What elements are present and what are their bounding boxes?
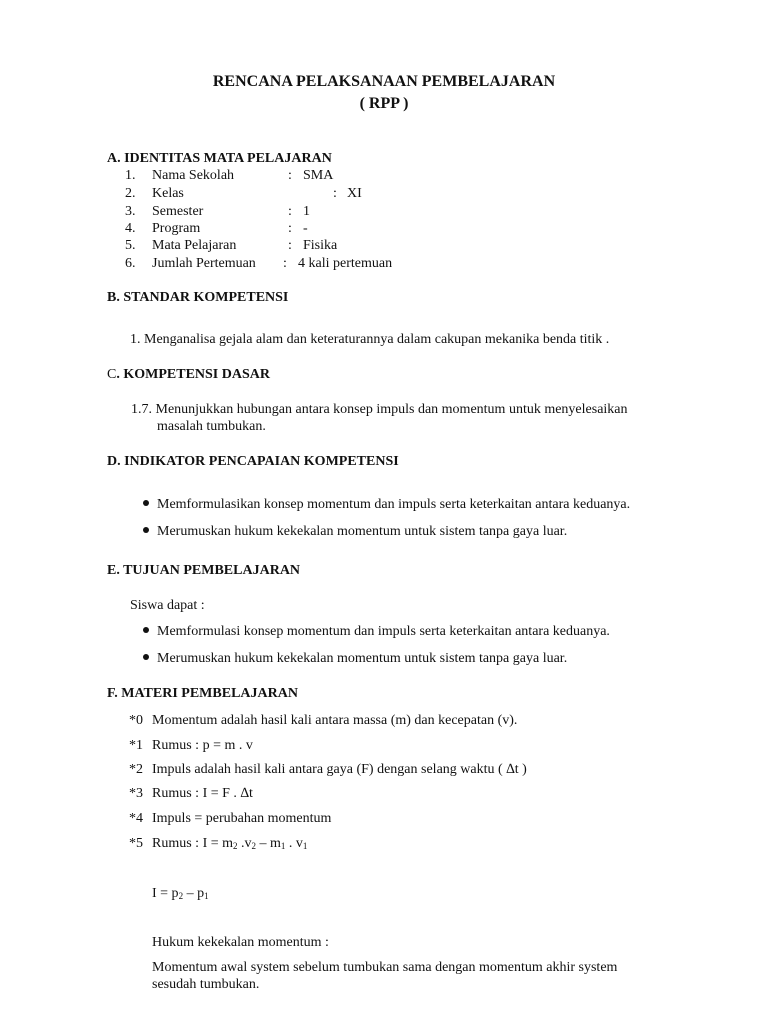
- section-b-heading: B. STANDAR KOMPETENSI: [107, 290, 289, 305]
- basic-competency-line2: masalah tumbukan.: [157, 419, 266, 434]
- row-value: XI: [347, 186, 362, 201]
- item-text: Momentum adalah hasil kali antara massa (m) dan kecepatan (v).: [152, 713, 518, 728]
- section-e-heading: E. TUJUAN PEMBELAJARAN: [107, 563, 301, 578]
- row-colon: :: [288, 238, 292, 253]
- bullet-icon: [143, 627, 149, 633]
- item-text: Rumus : p = m . v: [152, 738, 253, 753]
- row-colon: :: [283, 256, 287, 271]
- row-label: Jumlah Pertemuan: [152, 256, 256, 271]
- objectives-intro: Siswa dapat :: [130, 598, 205, 613]
- conservation-law-line1: Momentum awal system sebelum tumbukan sama dengan momentum akhir system: [152, 960, 618, 975]
- list-item-text: Memformulasikan konsep momentum dan impuls serta keterkaitan antara keduanya.: [157, 497, 631, 512]
- item-marker: *0: [129, 713, 143, 728]
- row-label: Semester: [152, 204, 204, 219]
- row-value: -: [303, 221, 308, 236]
- row-value: SMA: [303, 168, 334, 183]
- impulse-formula-text: Rumus : $I = m_2$ $.v_2 - m_1$ . $v_1$: [152, 836, 308, 851]
- section-c-letter: C: [107, 367, 117, 382]
- conservation-law-heading: Hukum kekekalan momentum :: [152, 935, 329, 950]
- item-marker: *5: [129, 836, 143, 851]
- item-text: Impuls adalah hasil kali antara gaya (F) dengan selang waktu ( ∆t ): [152, 762, 527, 777]
- basic-competency-line1: 1.7. Menunjukkan hubungan antara konsep impuls dan momentum untuk menyelesaikan: [131, 402, 628, 417]
- item-text: Impuls = perubahan momentum: [152, 811, 332, 826]
- bullet-icon: [143, 654, 149, 660]
- document-subtitle: ( RPP ): [359, 95, 409, 112]
- item-marker: *4: [129, 811, 143, 826]
- row-colon: :: [333, 186, 337, 201]
- list-item-text: Merumuskan hukum kekekalan momentum untuk sistem tanpa gaya luar.: [157, 651, 568, 666]
- item-marker: *3: [129, 786, 143, 801]
- section-f-heading: F. MATERI PEMBELAJARAN: [107, 686, 298, 701]
- row-value: 4 kali pertemuan: [298, 256, 393, 271]
- row-label: Nama Sekolah: [152, 168, 235, 183]
- section-c-title: . KOMPETENSI DASAR: [116, 367, 270, 382]
- row-colon: :: [288, 204, 292, 219]
- row-number: 1.: [125, 168, 136, 183]
- row-number: 2.: [125, 186, 136, 201]
- row-number: 4.: [125, 221, 136, 236]
- section-d-heading: D. INDIKATOR PENCAPAIAN KOMPETENSI: [107, 454, 399, 469]
- item-text: Rumus : I = F . ∆t: [152, 786, 253, 801]
- row-label: Mata Pelajaran: [152, 238, 237, 253]
- row-number: 6.: [125, 256, 136, 271]
- standard-competency-item: 1. Menganalisa gejala alam dan keteraturannya dalam cakupan mekanika benda titik .: [130, 332, 610, 347]
- list-item-text: Merumuskan hukum kekekalan momentum untuk sistem tanpa gaya luar.: [157, 524, 568, 539]
- row-colon: :: [288, 168, 292, 183]
- row-number: 3.: [125, 204, 136, 219]
- conservation-law-line2: sesudah tumbukan.: [152, 977, 260, 992]
- row-value: 1: [303, 204, 310, 219]
- row-value: Fisika: [303, 238, 338, 253]
- row-label: Program: [152, 221, 201, 236]
- section-c-heading: [107, 366, 270, 383]
- row-colon: :: [288, 221, 292, 236]
- item-marker: *2: [129, 762, 143, 777]
- bullet-icon: [143, 500, 149, 506]
- item-marker: *1: [129, 738, 143, 753]
- section-a-heading: A. IDENTITAS MATA PELAJARAN: [107, 151, 332, 166]
- document-title: RENCANA PELAKSANAAN PEMBELAJARAN: [212, 73, 556, 90]
- row-number: 5.: [125, 238, 136, 253]
- impulse-momentum-formula: $I = p_2 - p_1$: [152, 886, 209, 901]
- row-label: Kelas: [152, 186, 184, 201]
- list-item-text: Memformulasi konsep momentum dan impuls serta keterkaitan antara keduanya.: [157, 624, 610, 639]
- bullet-icon: [143, 527, 149, 533]
